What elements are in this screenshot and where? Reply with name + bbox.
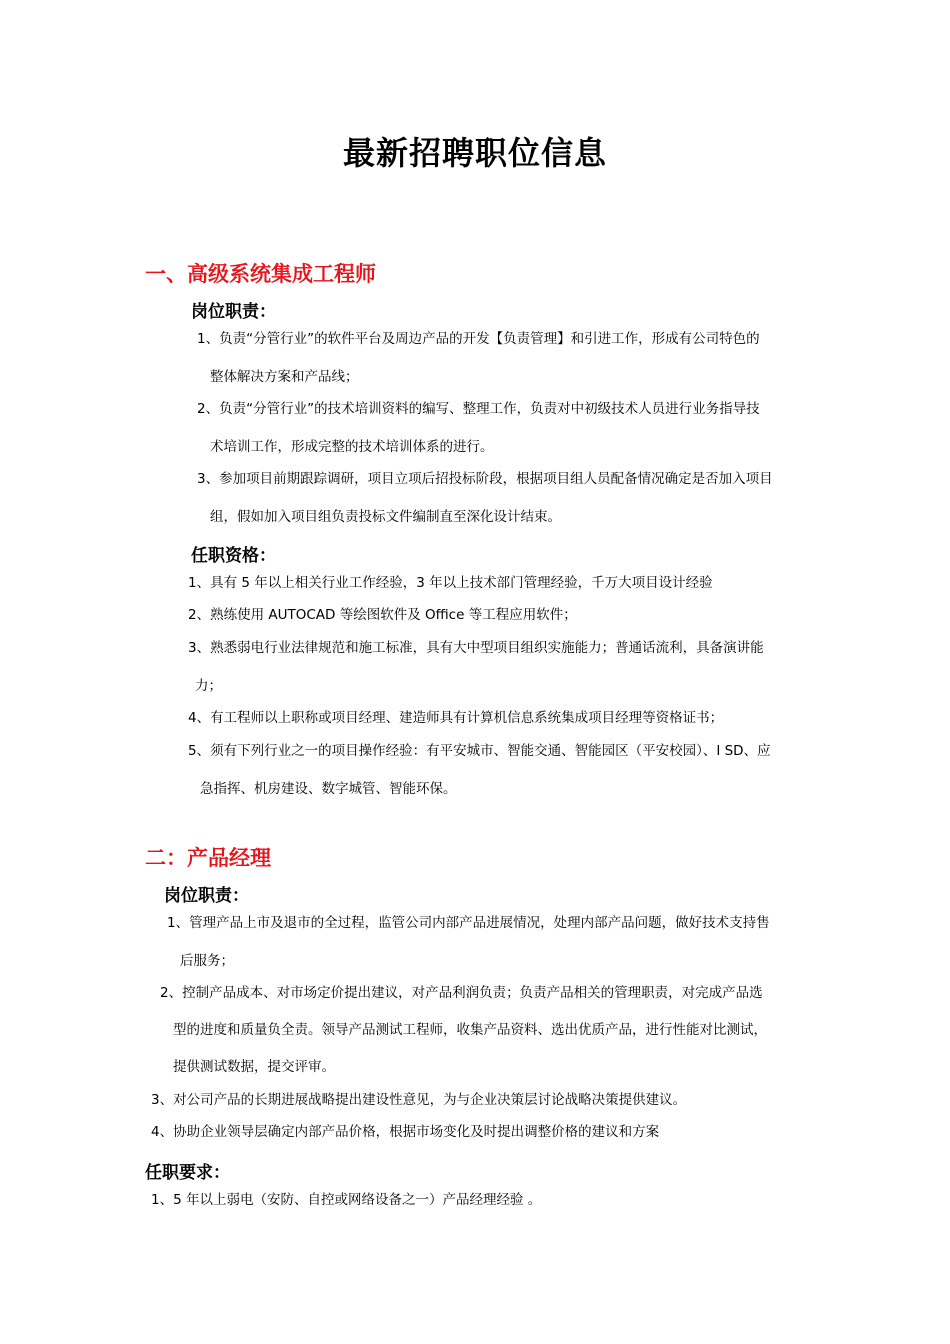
section-2-duty-line: 提供测试数据，提交评审。 [173,1059,335,1075]
section-2-duties-heading: 岗位职责： [164,886,249,906]
section-1-qual-line: 1、具有 5 年以上相关行业工作经验，3 年以上技术部门管理经验，千万大项目设计经验 [188,575,713,591]
section-1-qual-line: 3、熟悉弱电行业法律规范和施工标准，具有大中型项目组织实施能力；普通话流利，具备演讲能 [188,640,764,656]
section-1-qual-line: 4、有工程师以上职称或项目经理、建造师具有计算机信息系统集成项目经理等资格证书； [188,710,724,726]
section-1-duty-line: 组，假如加入项目组负责投标文件编制直至深化设计结束。 [210,509,561,525]
section-1-qual-heading: 任职资格： [191,546,276,566]
section-2-duty-line: 后服务； [180,953,234,969]
section-1-duty-line: 整体解决方案和产品线； [210,369,359,385]
section-1-qual-line: 急指挥、机房建设、数字城管、智能环保。 [200,781,457,797]
section-2-duty-line: 1、管理产品上市及退市的全过程，监管公司内部产品进展情况，处理内部产品问题，做好技术支持售 [167,915,770,931]
section-2-qual-line: 1、5 年以上弱电（安防、自控或网络设备之一）产品经理经验 。 [151,1192,542,1208]
section-1-duty-line: 3、参加项目前期跟踪调研，项目立项后招投标阶段，根据项目组人员配备情况确定是否加入项目 [197,471,773,487]
section-1-duty-line: 2、负责“分管行业”的技术培训资料的编写、整理工作，负责对中初级技术人员进行业务指导技 [197,401,760,417]
section-2-duty-line: 4、协助企业领导层确定内部产品价格，根据市场变化及时提出调整价格的建议和方案 [151,1124,660,1140]
section-1-qual-line: 5、须有下列行业之一的项目操作经验：有平安城市、智能交通、智能园区（平安校园）、I SD、应 [188,743,771,759]
section-2-duty-line: 3、对公司产品的长期进展战略提出建设性意见，为与企业决策层讨论战略决策提供建议。 [151,1092,687,1108]
section-2-duty-line: 型的进度和质量负全责。领导产品测试工程师，收集产品资料、选出优质产品，进行性能对比测试， [173,1022,767,1038]
section-2-heading: 二：产品经理 [145,846,271,870]
section-1-duties-heading: 岗位职责： [191,302,276,322]
section-1-qual-line: 力； [195,678,222,694]
section-1-heading: 一、高级系统集成工程师 [145,262,376,286]
section-1-duty-line: 1、负责“分管行业”的软件平台及周边产品的开发【负责管理】和引进工作，形成有公司特色的 [197,331,760,347]
document-title: 最新招聘职位信息 [342,134,607,172]
section-2-duty-line: 2、控制产品成本、对市场定价提出建议，对产品利润负责；负责产品相关的管理职责，对完成产品选 [160,985,763,1001]
section-2-qual-heading: 任职要求： [145,1163,230,1183]
section-1-qual-line: 2、熟练使用 AUTOCAD 等绘图软件及 Office 等工程应用软件； [188,607,577,623]
section-1-duty-line: 术培训工作，形成完整的技术培训体系的进行。 [210,439,494,455]
